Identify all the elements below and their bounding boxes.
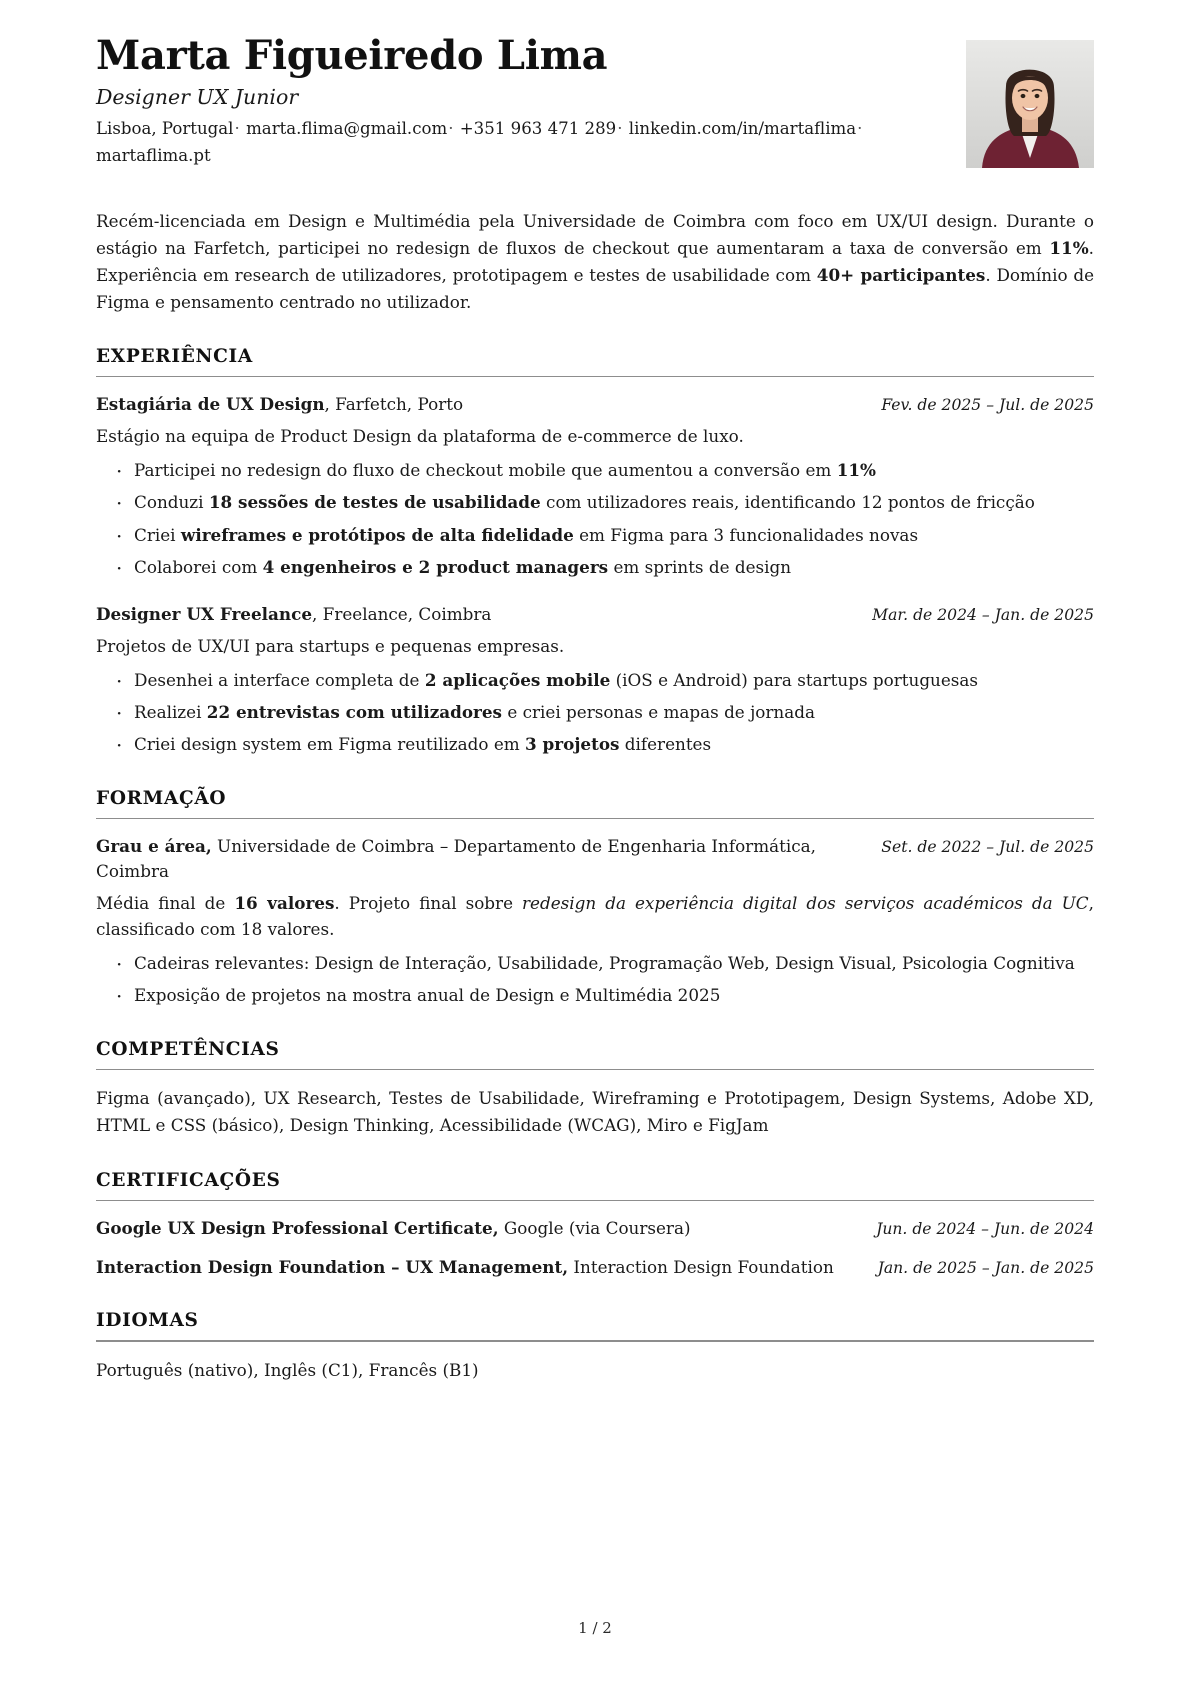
entry-bullet-list bbox=[96, 458, 1094, 580]
education-entry bbox=[96, 834, 1094, 1009]
entry-role: Grau e área, bbox=[96, 836, 212, 857]
contact-phone[interactable]: +351 963 471 289 bbox=[459, 118, 617, 138]
entry-role: Designer UX Freelance bbox=[96, 603, 313, 624]
section-title-education: FORMAÇÃO bbox=[96, 787, 227, 809]
entry-role: Estagiária de UX Design bbox=[96, 394, 325, 415]
entry-description: Média final de 16 valores. Projeto final sobre redesign da experiência digital dos serviços académicos da UC, classificado com 18 valores. bbox=[96, 892, 1094, 940]
bullet-item: · Criei design system em Figma reutilizado em 3 projetos diferentes bbox=[116, 732, 1094, 757]
avatar bbox=[966, 40, 1094, 168]
entry-date: Jan. de 2025 – Jan. de 2025 bbox=[877, 1259, 1094, 1278]
entry-header bbox=[96, 602, 1094, 627]
entry-date: Set. de 2022 – Jul. de 2025 bbox=[881, 838, 1094, 857]
entry-headline bbox=[96, 392, 859, 417]
entry-header bbox=[96, 392, 1094, 417]
page-footer: 1 / 2 bbox=[578, 1619, 612, 1637]
contact-email[interactable]: marta.flima@gmail.com bbox=[246, 118, 448, 138]
candidate-name: Marta Figueiredo Lima bbox=[96, 32, 608, 79]
contact-linkedin[interactable]: linkedin.com/in/martaflima bbox=[628, 118, 857, 138]
bullet-item: · Desenhei a interface completa de 2 aplicações mobile (iOS e Android) para startups portuguesas bbox=[116, 668, 1094, 693]
contact-website[interactable]: martaflima.pt bbox=[96, 145, 211, 165]
experience-entry bbox=[96, 602, 1094, 758]
entry-headline bbox=[96, 1255, 856, 1280]
entry-bullet-list bbox=[96, 951, 1094, 1008]
entry-header bbox=[96, 1255, 1094, 1280]
certification-entries bbox=[96, 1201, 1094, 1280]
entry-organization: , Farfetch, Porto bbox=[324, 394, 464, 415]
entry-organization: Interaction Design Foundation bbox=[568, 1257, 834, 1278]
contact-separator: · bbox=[234, 118, 240, 138]
entry-headline bbox=[96, 1216, 854, 1241]
contact-separator: · bbox=[448, 118, 454, 138]
section-title-certifications: CERTIFICAÇÕES bbox=[96, 1169, 281, 1191]
entry-description: Projetos de UX/UI para startups e pequenas empresas. bbox=[96, 635, 565, 656]
entry-organization: Universidade de Coimbra – Departamento de Engenharia Informática, Coimbra bbox=[96, 836, 816, 881]
section-title-skills: COMPETÊNCIAS bbox=[96, 1038, 280, 1060]
skills-list: Figma (avançado), UX Research, Testes de Usabilidade, Wireframing e Prototipagem, Design Systems, Adobe XD, HTML e CSS (básico), Design Thinking, Acessibilidade (WCAG), Miro e FigJam bbox=[96, 1088, 1094, 1136]
entry-headline bbox=[96, 602, 850, 627]
contact-line bbox=[96, 116, 926, 170]
section-title-languages: IDIOMAS bbox=[96, 1309, 199, 1331]
section-languages bbox=[96, 1310, 1094, 1384]
profile-summary: Recém-licenciada em Design e Multimédia pela Universidade de Coimbra com foco em UX/UI design. Durante o estágio na Farfetch, participei no redesign de fluxos de checkout que aumentaram a taxa de conversão em 11%. Experiência em research de utilizadores, prototipagem e testes de usabilidade com 40+ participantes. Domínio de Figma e pensamento centrado no utilizador. bbox=[96, 211, 1095, 312]
entry-date: Jun. de 2024 – Jun. de 2024 bbox=[876, 1220, 1094, 1239]
portrait-photo-icon bbox=[966, 40, 1094, 168]
entry-organization: , Freelance, Coimbra bbox=[312, 603, 492, 624]
languages-list: Português (nativo), Inglês (C1), Francês (B1) bbox=[96, 1359, 479, 1380]
contact-location: Lisboa, Portugal bbox=[96, 118, 234, 138]
experience-entries bbox=[96, 377, 1094, 757]
section-skills bbox=[96, 1039, 1094, 1140]
bullet-item: · Realizei 22 entrevistas com utilizadores e criei personas e mapas de jornada bbox=[116, 700, 1094, 725]
entry-bullet-list bbox=[96, 668, 1094, 758]
bullet-item: · Exposição de projetos na mostra anual de Design e Multimédia 2025 bbox=[116, 983, 1094, 1008]
section-education bbox=[96, 788, 1094, 1009]
section-certifications bbox=[96, 1170, 1094, 1280]
bullet-item: · Conduzi 18 sessões de testes de usabilidade com utilizadores reais, identificando 12 pontos de fricção bbox=[116, 490, 1094, 515]
experience-entry bbox=[96, 392, 1094, 580]
bullet-item: · Participei no redesign do fluxo de checkout mobile que aumentou a conversão em 11% bbox=[116, 458, 1094, 483]
entry-header bbox=[96, 1216, 1094, 1241]
resume-header bbox=[96, 34, 1094, 174]
bullet-item: · Cadeiras relevantes: Design de Interação, Usabilidade, Programação Web, Design Visual, Psicologia Cognitiva bbox=[116, 951, 1094, 976]
bullet-item: · Criei wireframes e protótipos de alta fidelidade em Figma para 3 funcionalidades novas bbox=[116, 523, 1094, 548]
certification-entry bbox=[96, 1216, 1094, 1241]
entry-date: Mar. de 2024 – Jan. de 2025 bbox=[872, 605, 1094, 624]
entry-date: Fev. de 2025 – Jul. de 2025 bbox=[881, 396, 1094, 415]
job-title: Designer UX Junior bbox=[96, 84, 299, 109]
entry-organization: Google (via Coursera) bbox=[498, 1218, 691, 1239]
contact-separator: · bbox=[857, 118, 863, 138]
entry-header bbox=[96, 834, 1094, 884]
section-experience bbox=[96, 346, 1094, 758]
certification-entry bbox=[96, 1255, 1094, 1280]
entry-role: Interaction Design Foundation – UX Management, bbox=[96, 1257, 569, 1278]
section-title-experience: EXPERIÊNCIA bbox=[96, 345, 253, 367]
education-entries bbox=[96, 819, 1094, 1009]
entry-headline bbox=[96, 834, 859, 884]
entry-role: Google UX Design Professional Certificate, bbox=[96, 1218, 499, 1239]
bullet-item: · Colaborei com 4 engenheiros e 2 product managers em sprints de design bbox=[116, 555, 1094, 580]
contact-separator: · bbox=[617, 118, 623, 138]
entry-description: Estágio na equipa de Product Design da plataforma de e-commerce de luxo. bbox=[96, 425, 744, 446]
